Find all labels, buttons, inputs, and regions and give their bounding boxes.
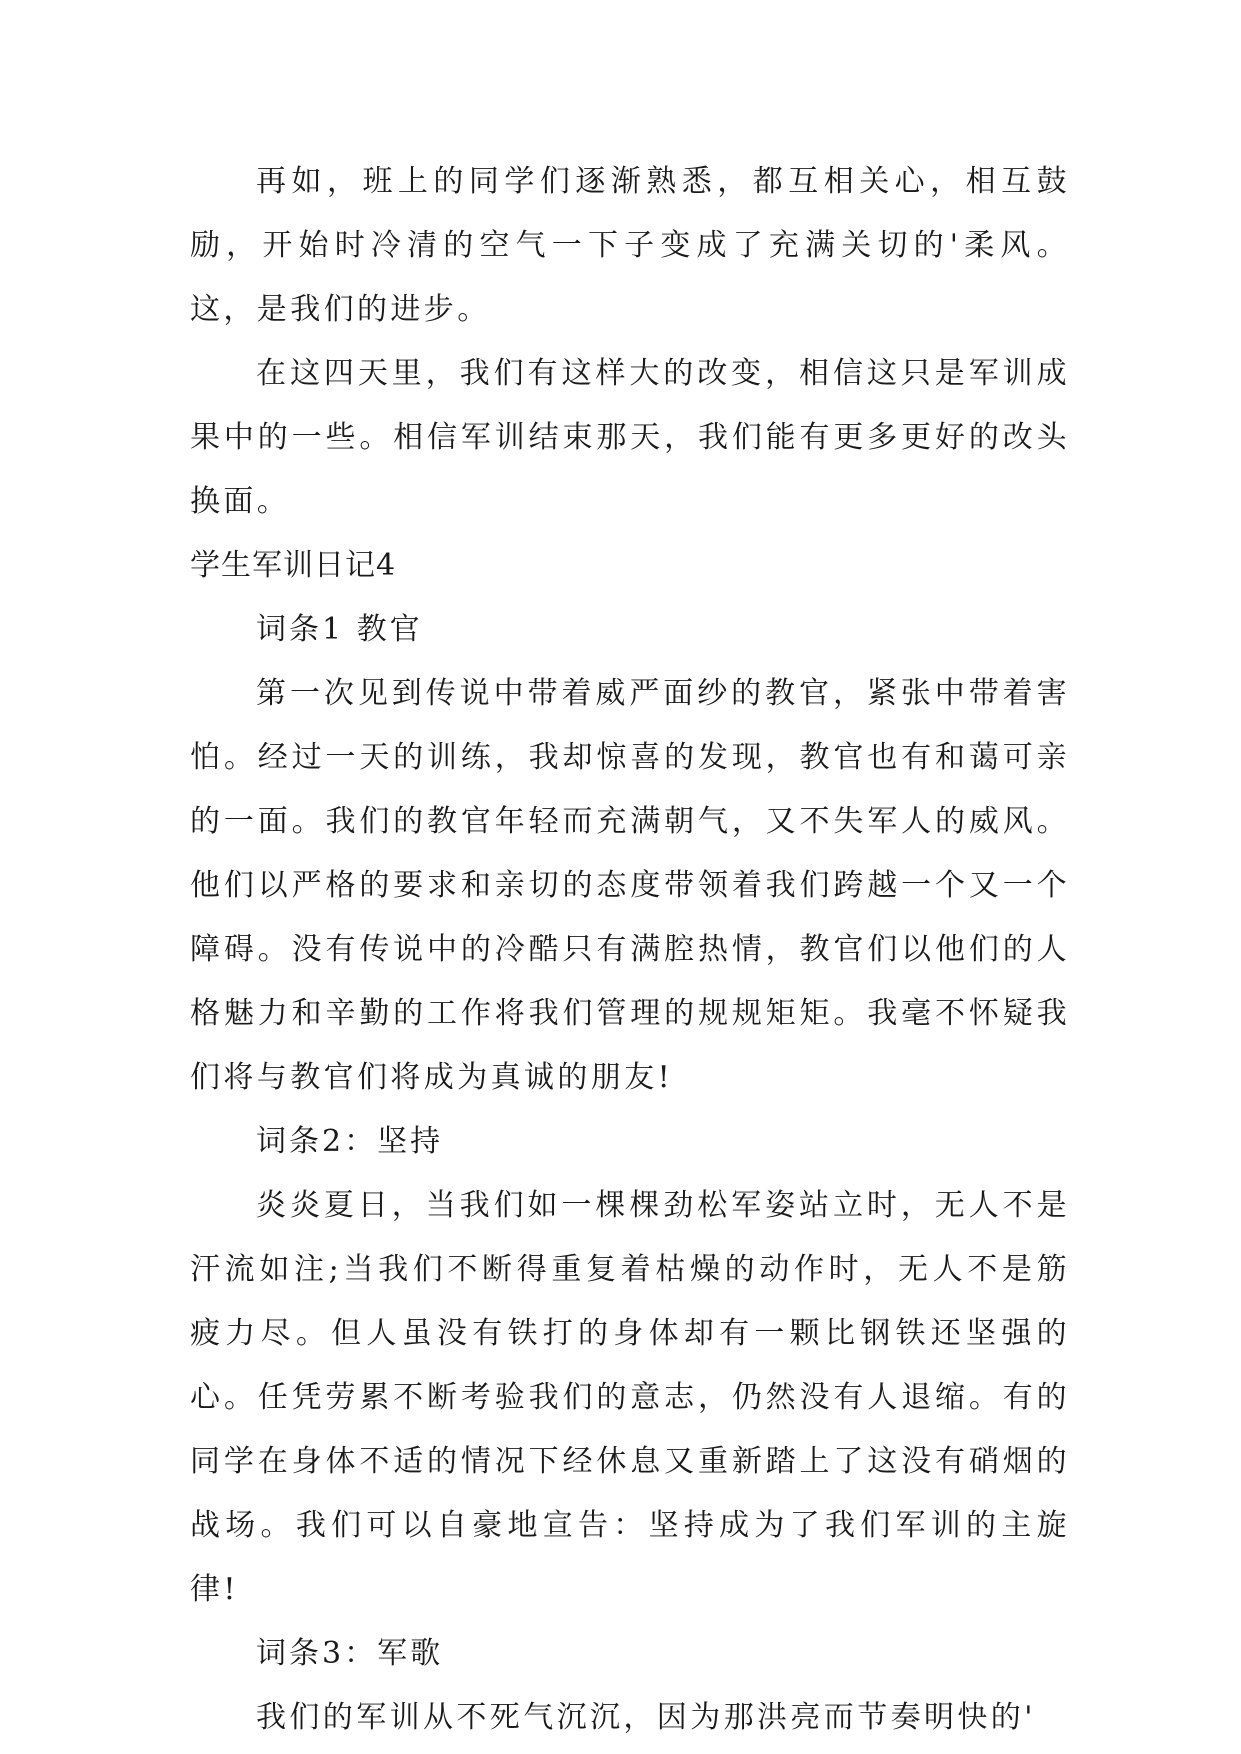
paragraph-persistence: 炎炎夏日，当我们如一棵棵劲松军姿站立时，无人不是汗流如注;当我们不断得重复着枯燥的动作时，无人不是筋疲力尽。但人虽没有铁打的身体却有一颗比钢铁还坚强的心。任凭劳累不断考验我们的意志，仍然没有人退缩。有的同学在身体不适的情况下经休息又重新踏上了这没有硝烟的战场。我们可以自豪地宣告：坚持成为了我们军训的主旋律! xyxy=(190,1188,1070,1607)
entry-title-persistence: 词条2：坚持 xyxy=(256,1124,444,1159)
entry-title-instructor: 词条1 教官 xyxy=(256,612,423,647)
paragraph-instructor: 第一次见到传说中带着威严面纱的教官，紧张中带着害怕。经过一天的训练，我却惊喜的发现，教官也有和蔼可亲的一面。我们的教官年轻而充满朝气，又不失军人的威风。他们以严格的要求和亲切的态度带领着我们跨越一个又一个障碍。没有传说中的冷酷只有满腔热情，教官们以他们的人格魅力和辛勤的工作将我们管理的规规矩矩。我毫不怀疑我们将与教官们将成为真诚的朋友! xyxy=(190,676,1070,1095)
section-title: 学生军训日记4 xyxy=(190,548,397,583)
paragraph-change: 在这四天里，我们有这样大的改变，相信这只是军训成果中的一些。相信军训结束那天，我们能有更多更好的改头换面。 xyxy=(190,356,1070,519)
entry-title-army-song: 词条3：军歌 xyxy=(256,1636,444,1671)
paragraph-progress: 再如，班上的同学们逐渐熟悉，都互相关心，相互鼓励，开始时冷清的空气一下子变成了充满关切的'柔风。这，是我们的进步。 xyxy=(190,164,1070,327)
document-page xyxy=(190,150,1070,1750)
paragraph-army-song: 我们的军训从不死气沉沉，因为那洪亮而节奏明快的' xyxy=(256,1700,1036,1735)
